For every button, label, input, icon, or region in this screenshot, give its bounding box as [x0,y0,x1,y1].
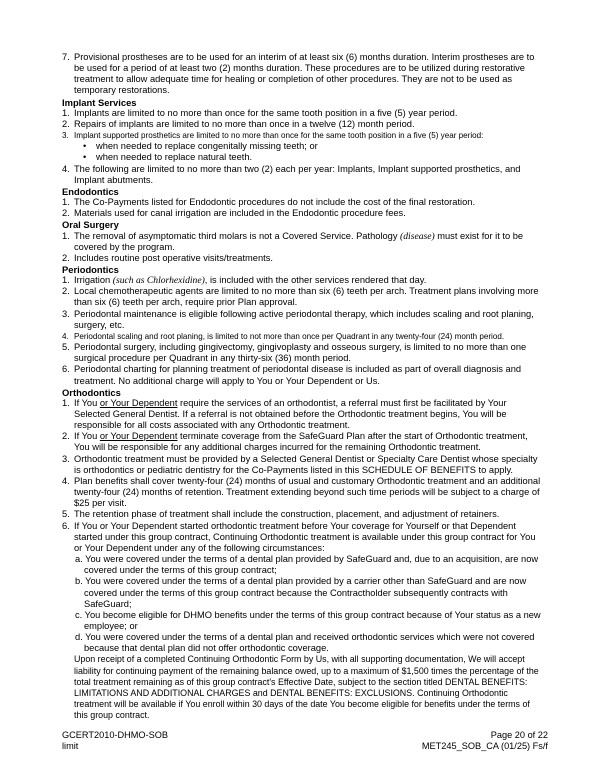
sub-item-d: d. You were covered under the terms of a dental plan and received orthodontic services which were not covered because that dental plan did not offer orthodontic coverage. [75,632,535,654]
list-item: 2. Materials used for canal irrigation are included in the Endodontic procedure fees. [62,208,406,219]
section-heading-oral-surgery: Oral Surgery [62,219,119,231]
list-item: 2. Local chemotherapeutic agents are limited to no more than six (6) teeth per arch. Treatment plans involving more than six (6) teeth per arch, require prior Plan approval. [62,286,539,308]
list-item: 2. If You or Your Dependent terminate coverage from the SafeGuard Plan after the start of Orthodontic treatment, You will be responsible for any additional charges incurred for the remaining Orthodontic treatment. [62,431,528,453]
form-code: GCERT2010-DHMO-SOB [62,730,169,740]
continuing-ortho-paragraph: Upon receipt of a completed Continuing Orthodontic Form by Us, with all supporting documentation, We will accept liability for continuing payment of the remaining balance owed, up to a maximum of $1,500 times the percentage of the total treatment remaining as of this group contract's Effective Date, subject to the section titled DENTAL BENEFITS: LIMITATIONS AND ADDITIONAL CHARGES and DENTAL BENEFITS: EXCLUSIONS. Continuing Orthodontic treatment will be available if You enroll within 30 days of the date You become eligible for benefits under the terms of this group contract. [74,654,539,721]
form-variant: limit [62,741,79,751]
list-item [62,52,542,97]
list-item: 4. Plan benefits shall cover twenty-four (24) months of usual and customary Orthodontic treatment and an additional twenty-four (24) months of retention. Treatment extending beyond such time periods will be subject to a charge of $25 per visit. [62,475,541,509]
item-number: 7. [62,52,70,62]
list-item: 1. Irrigation (such as Chlorhexidine), is included with the other services rendered that day. [62,275,427,287]
section-heading-implant-services: Implant Services [62,96,137,108]
bullet-item: • when needed to replace natural teeth. [83,152,253,163]
list-item: 6. Periodontal charting for planning treatment of periodontal disease is included as part of overall diagnosis and treatment. No additional charge will apply to You or Your Dependent or Us. [62,364,522,386]
list-item: 2. Repairs of implants are limited to no more than once in a twelve (12) month period. [62,118,415,129]
bullet-item: • when needed to replace congenitally missing teeth; or [83,141,318,152]
list-item: 2. Includes routine post operative visits/treatments. [62,252,273,263]
section-heading-orthodontics: Orthodontics [62,386,121,398]
list-item: 6. If You or Your Dependent started orthodontic treatment before Your coverage for Yourself or that Dependent started under this group contract, Continuing Orthodontic treatment is available under this group contract for You or Your Dependent under any of the following circumstances: [62,520,536,553]
list-item: 1. If You or Your Dependent require the services of an orthodontist, a referral must first be facilitated by Your Selected General Dentist. If a referral is not obtained before the Orthodontic treatment begins, You will be responsible for all costs associated with any Orthodontic treatment. [62,397,507,431]
sub-item-b: b. You were covered under the terms of a dental plan provided by a carrier other than SafeGuard and are now covered under the terms of this group contract because the Contractholder subsequently contracts with SafeGuard; [75,576,527,609]
document-code: MET245_SOB_CA (01/25) Fs/f [421,741,548,751]
list-item: 5. The retention phase of treatment shall include the construction, placement, and adjustment of retainers. [62,509,500,520]
list-item: 3. Orthodontic treatment must be provided by a Selected General Dentist or Specialty Care Dentist whose specialty is orthodontics or pediatric dentistry for the Co-Payments listed in this SCHEDULE OF BENEFITS to apply. [62,453,538,475]
sub-item-a: a. You were covered under the terms of a dental plan provided by SafeGuard and, due to an acquisition, are now covered under the terms of this group contract; [75,554,539,576]
list-item: 1. The removal of asymptomatic third molars is not a Covered Service. Pathology (disease) must exist for it to be covered by the program. [62,230,524,252]
page-number: Page 20 of 22 [490,730,548,740]
list-item: 1. Implants are limited to no more than once for the same tooth position in a five (5) year period. [62,107,458,118]
item-text: Provisional prostheses are to be used for an interim of at least six (6) months duration. Interim prostheses are to be used for a period of at least two (2) months duration. These procedures are to be utilized during restorative treatment to allow adequate time for healing or completion of other procedures. They are not to be used as temporary restorations. [74,52,535,96]
sub-item-c: c. You become eligible for DHMO benefits under the terms of this group contract because of Your status as a new employee; or [75,609,541,631]
list-item: 1. The Co-Payments listed for Endodontic procedures do not include the cost of the final restoration. [62,197,476,208]
list-item: 5. Periodontal surgery, including gingivectomy, gingivoplasty and osseous surgery, is limited to no more than one surgical procedure per Quadrant in any thirty-six (36) month period. [62,342,527,364]
section-heading-endodontics: Endodontics [62,185,119,197]
section-heading-periodontics: Periodontics [62,263,119,275]
list-item: 3. Periodontal maintenance is eligible following active periodontal therapy, which includes scaling and root planing, surgery, etc. [62,308,534,330]
list-item: 4. Periodontal scaling and root planing, is limited to not more than once per Quadrant in any twenty-four (24) month period. [62,331,505,341]
document-body [62,52,542,721]
list-item: 3. Implant supported prosthetics are limited to no more than once for the same tooth position in a five (5) year period: [62,131,484,141]
list-item: 4. The following are limited to no more than two (2) each per year: Implants, Implant supported prosthetics, and Implant abutments. [62,163,521,185]
